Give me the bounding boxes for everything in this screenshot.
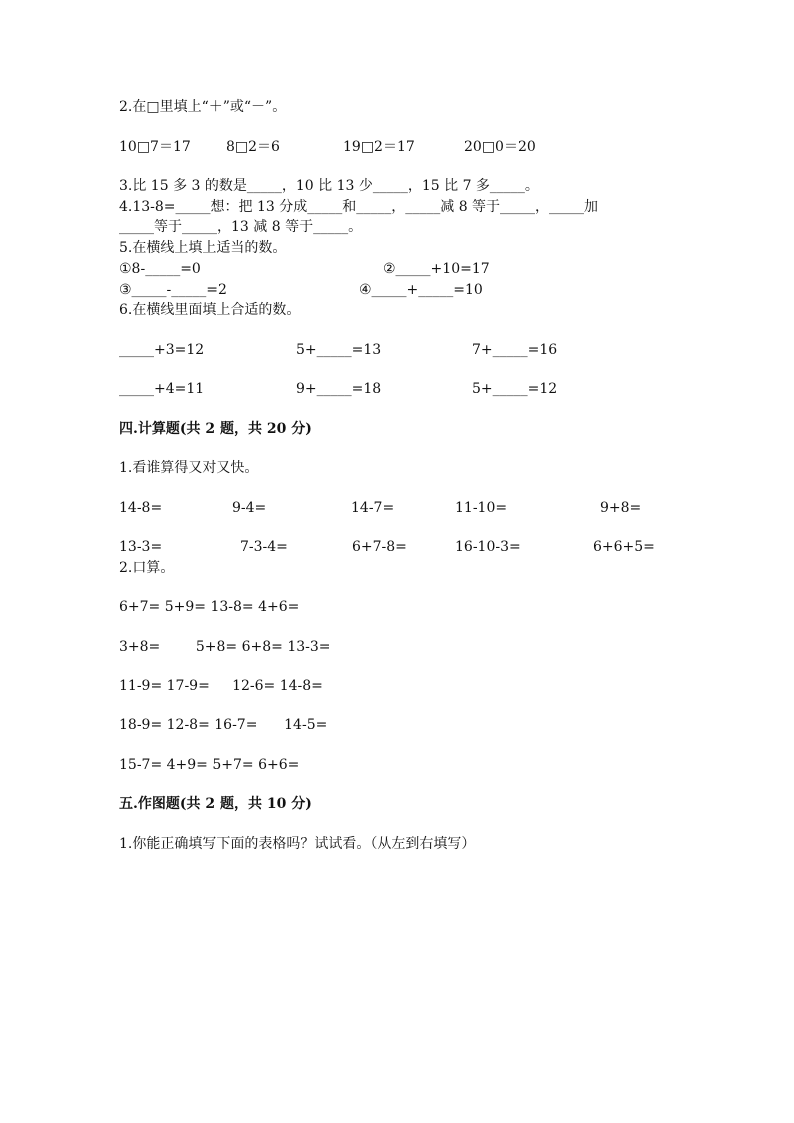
q2-item-4: 20□0＝20 <box>464 139 536 155</box>
q3-text: 3.比 15 多 3 的数是_____，10 比 13 少_____，15 比 7 多_____。 <box>119 178 539 194</box>
q2-item-2: 8□2＝6 <box>226 139 280 155</box>
s4-q1-r2-c1: 13-3= <box>119 539 163 555</box>
s4-q1-r2-c5: 6+6+5= <box>593 539 655 555</box>
section-4-heading: 四.计算题(共 2 题，共 20 分) <box>119 421 312 437</box>
s4-q1-r1-c5: 9+8= <box>600 500 642 516</box>
s4-q1-title: 1.看谁算得又对又快。 <box>119 460 259 476</box>
q2-item-3: 19□2＝17 <box>343 139 415 155</box>
section-5-heading: 五.作图题(共 2 题，共 10 分) <box>119 796 312 812</box>
s4-q2-row-5: 15-7= 4+9= 5+7= 6+6= <box>119 757 300 773</box>
q6-r1-c3: 7+_____=16 <box>472 342 558 358</box>
s4-q2-title: 2.口算。 <box>119 560 175 576</box>
s5-q1-text: 1.你能正确填写下面的表格吗？试试看。（从左到右填写） <box>119 836 476 852</box>
q5-item-4: ④_____+_____=10 <box>359 282 483 298</box>
s4-q2-row-1: 6+7= 5+9= 13-8= 4+6= <box>119 599 300 615</box>
q2-title: 2.在□里填上“＋”或“－”。 <box>119 99 287 115</box>
q5-item-1: ①8-_____=0 <box>119 261 201 277</box>
q6-r2-c1: _____+4=11 <box>119 381 205 397</box>
q2-item-1: 10□7＝17 <box>119 139 191 155</box>
q6-r2-c2: 9+_____=18 <box>296 381 382 397</box>
q4-line-1: 4.13-8=_____想：把 13 分成_____和_____，_____减 8 等于_____，_____加 <box>119 199 599 215</box>
q5-title: 5.在横线上填上适当的数。 <box>119 240 287 256</box>
q6-r1-c1: _____+3=12 <box>119 342 205 358</box>
q4-line-2: _____等于_____，13 减 8 等于_____。 <box>119 219 363 235</box>
s4-q1-r1-c3: 14-7= <box>351 500 395 516</box>
s4-q1-r2-c4: 16-10-3= <box>455 539 521 555</box>
q6-title: 6.在横线里面填上合适的数。 <box>119 302 301 318</box>
s4-q2-row-4: 18-9= 12-8= 16-7= 14-5= <box>119 717 328 733</box>
s4-q1-r1-c4: 11-10= <box>455 500 508 516</box>
s4-q1-r1-c2: 9-4= <box>232 500 267 516</box>
q5-item-2: ②_____+10=17 <box>383 261 490 277</box>
q6-r2-c3: 5+_____=12 <box>472 381 558 397</box>
q6-r1-c2: 5+_____=13 <box>296 342 382 358</box>
s4-q1-r2-c2: 7-3-4= <box>240 539 288 555</box>
s4-q1-r2-c3: 6+7-8= <box>352 539 407 555</box>
q5-item-3: ③_____-_____=2 <box>119 282 227 298</box>
s4-q1-r1-c1: 14-8= <box>119 500 163 516</box>
s4-q2-row-3: 11-9= 17-9= 12-6= 14-8= <box>119 678 323 694</box>
s4-q2-row-2: 3+8= 5+8= 6+8= 13-3= <box>119 639 331 655</box>
